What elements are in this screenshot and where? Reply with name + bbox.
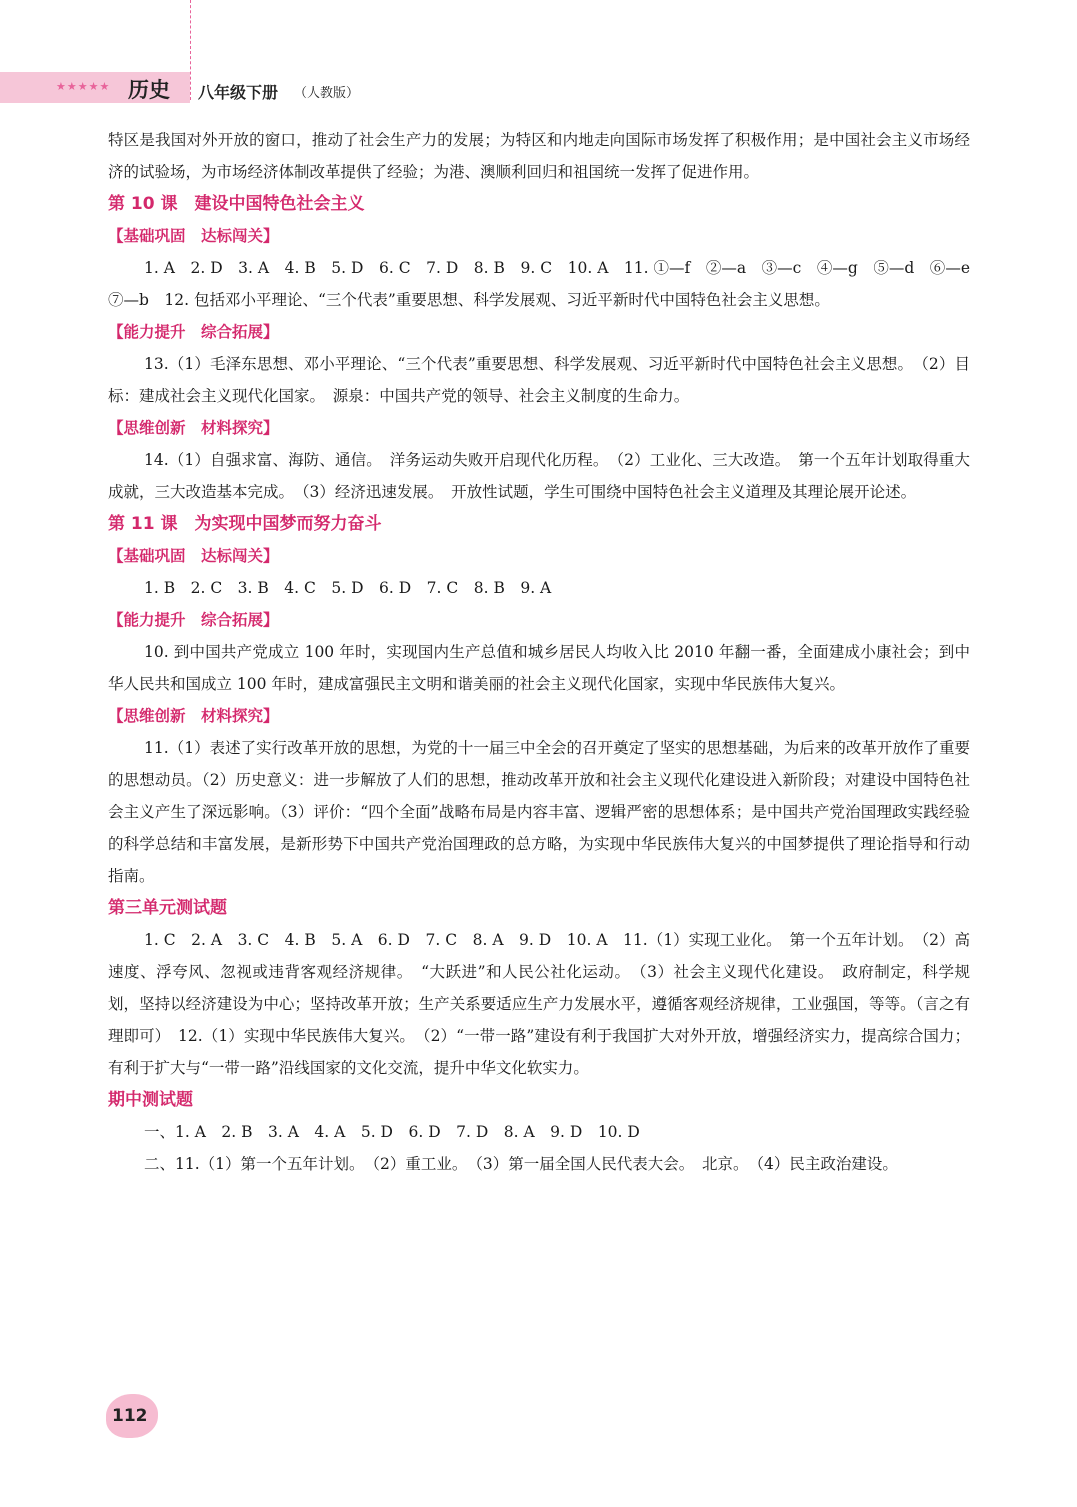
answer-content [108,124,986,1180]
section-heading: 【思维创新 材料探究】 [108,707,279,725]
subject-title: 历史 [128,78,170,102]
answer-paragraph: 1. B 2. C 3. B 4. C 5. D 6. D 7. C 8. B 9. A [144,579,552,597]
answer-paragraph: 11.（1）表述了实行改革开放的思想，为党的十一届三中全会的召开奠定了坚实的思想基础，为后来的改革开放作了重要的思想动员。（2）历史意义：进一步解放了人们的思想，推动改革开放和社会主义现代化建设进入新阶段；对建设中国特色社会主义产生了深远影响。（3）评价：“四个全面”战略布局是内容丰富、逻辑严密的思想体系；是中国共产党治国理政实践经验的科学总结和丰富发展，是新形势下中国共产党治国理政的总方略，为实现中华民族伟大复兴的中国梦提供了理论指导和行动指南。 [108,739,970,885]
answer-paragraph: 1. C 2. A 3. C 4. B 5. A 6. D 7. C 8. A 9. D 10. A 11.（1）实现工业化。 第一个五年计划。 （2）高速度、浮夸风、忽视或违背客观经济规律。 “大跃进”和人民公社化运动。 （3）社会主义现代化建设。 政府制定，科学规划，坚持以经济建设为中心；坚持改革开放；生产关系要适应生产力发展水平，遵循客观经济规律，工业强国，等等。（言之有理即可） 12.（1）实现中华民族伟大复兴。 （2）“一带一路”建设有利于我国扩大对外开放，增强经济实力，提高综合国力；有利于扩大与“一带一路”沿线国家的文化交流，提升中华文化软实力。 [108,931,970,1077]
section-heading: 【能力提升 综合拓展】 [108,611,279,629]
answer-paragraph: 14.（1）自强求富、海防、通信。 洋务运动失败开启现代化历程。 （2）工业化、三大改造。 第一个五年计划取得重大成就，三大改造基本完成。 （3）经济迅速发展。 开放性试题，学生可围绕中国特色社会主义道理及其理论展开论述。 [108,451,970,501]
answer-paragraph: 1. A 2. D 3. A 4. B 5. D 6. C 7. D 8. B 9. C 10. A 11. ①—f ②—a ③—c ④—g ⑤—d ⑥—e ⑦—b 12. 包括邓小平理论、“三个代表”重要思想、科学发展观、习近平新时代中国特色社会主义思想。 [108,259,986,309]
intro-paragraph: 特区是我国对外开放的窗口，推动了社会生产力的发展；为特区和内地走向国际市场发挥了积极作用；是中国社会主义市场经济的试验场，为市场经济体制改革提供了经验；为港、澳顺利回归和祖国统一发挥了促进作用。 [108,131,970,181]
grade-label: 八年级下册 [198,83,279,102]
page-number: 112 [112,1406,148,1426]
section-heading: 【能力提升 综合拓展】 [108,323,279,341]
answer-paragraph: 一、1. A 2. B 3. A 4. A 5. D 6. D 7. D 8. A 9. D 10. D [144,1123,640,1141]
header-divider-line [190,0,191,100]
answer-paragraph: 13.（1）毛泽东思想、邓小平理论、“三个代表”重要思想、科学发展观、习近平新时代中国特色社会主义思想。 （2）目标：建成社会主义现代化国家。 源泉：中国共产党的领导、社会主义制度的生命力。 [108,355,970,405]
section-heading: 【基础巩固 达标闯关】 [108,227,279,245]
star-icons: ★★★★★ [56,80,111,93]
section-heading: 【基础巩固 达标闯关】 [108,547,279,565]
page-number-badge [106,1394,162,1444]
answer-paragraph: 二、11.（1）第一个五年计划。 （2）重工业。 （3）第一届全国人民代表大会。 北京。 （4）民主政治建设。 [144,1155,898,1173]
unit-3-test-title: 第三单元测试题 [108,898,227,918]
edition-label: （人教版） [294,86,360,101]
lesson-10-title: 第 10 课 建设中国特色社会主义 [108,194,365,214]
midterm-test-title: 期中测试题 [108,1090,193,1110]
lesson-11-title: 第 11 课 为实现中国梦而努力奋斗 [108,514,382,534]
answer-paragraph: 10. 到中国共产党成立 100 年时，实现国内生产总值和城乡居民人均收入比 2010 年翻一番，全面建成小康社会；到中华人民共和国成立 100 年时，建成富强民主文明和谐美丽的社会主义现代化国家，实现中华民族伟大复兴。 [108,643,970,693]
section-heading: 【思维创新 材料探究】 [108,419,279,437]
